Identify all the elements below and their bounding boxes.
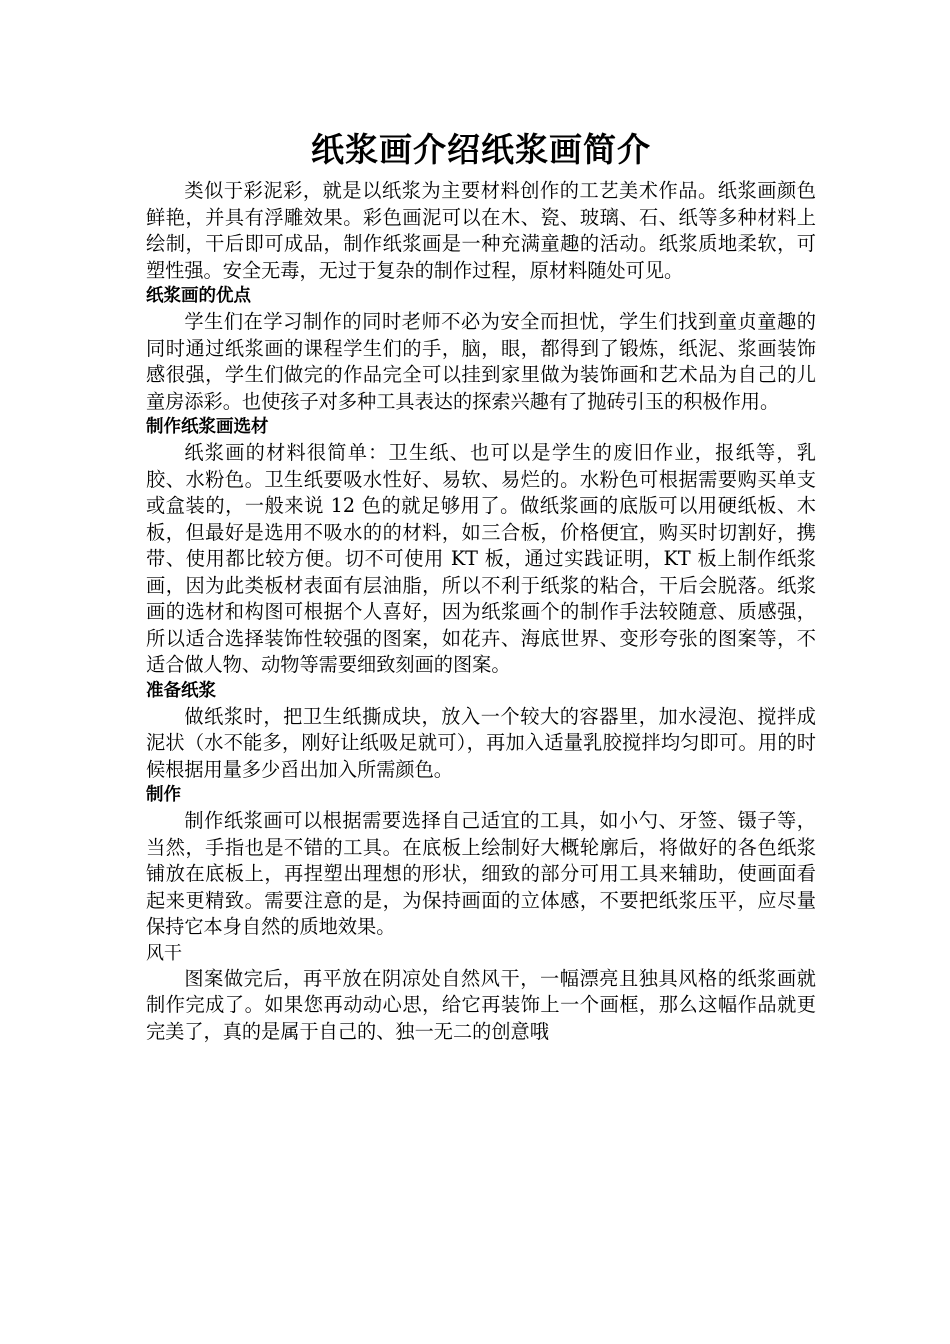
- intro-paragraph: 类似于彩泥彩，就是以纸浆为主要材料创作的工艺美术作品。纸浆画颜色鲜艳，并具有浮雕效果。彩色画泥可以在木、瓷、玻璃、石、纸等多种材料上绘制，干后即可成品，制作纸浆画是一种充满童趣的活动。纸浆质地柔软，可塑性强。安全无毒，无过于复杂的制作过程，原材料随处可见。: [146, 179, 816, 282]
- section-heading-materials: 制作纸浆画选材: [146, 417, 269, 437]
- section-body-drying: 图案做完后，再平放在阴凉处自然风干，一幅漂亮且独具风格的纸浆画就制作完成了。如果您再动动心思，给它再装饰上一个画框，那么这幅作品就更完美了，真的是属于自己的、独一无二的创意哦: [146, 966, 816, 1043]
- document-page: [146, 128, 816, 1045]
- document-title: 纸浆画介绍纸浆画简介: [311, 130, 651, 169]
- section-heading-advantages: 纸浆画的优点: [146, 286, 251, 306]
- section-body-prepare-pulp: 做纸浆时，把卫生纸撕成块，放入一个较大的容器里，加水浸泡、搅拌成泥状（水不能多，刚好让纸吸足就可），再加入适量乳胶搅拌均匀即可。用的时候根据用量多少舀出加入所需颜色。: [146, 704, 816, 781]
- section-body-making: 制作纸浆画可以根据需要选择自己适宜的工具，如小勺、牙签、镊子等，当然，手指也是不错的工具。在底板上绘制好大概轮廓后，将做好的各色纸浆铺放在底板上，再捏塑出理想的形状，细致的部分可用工具来辅助，使画面看起来更精致。需要注意的是，为保持画面的立体感，不要把纸浆压平，应尽量保持它本身自然的质地效果。: [146, 809, 816, 938]
- section-body-materials: 纸浆画的材料很简单：卫生纸、也可以是学生的废旧作业，报纸等，乳胶、水粉色。卫生纸要吸水性好、易软、易烂的。水粉色可根据需要购买单支或盒装的，一般来说 12 色的就足够用了。做纸浆画的底版可以用硬纸板、木板，但最好是选用不吸水的的材料，如三合板，价格便宜，购买时切割好，携带、使用都比较方便。切不可使用 KT 板，通过实践证明，KT 板上制作纸浆画，因为此类板材表面有层油脂，所以不利于纸浆的粘合，干后会脱落。纸浆画的选材和构图可根据个人喜好，因为纸浆画个的制作手法较随意、质感强，所以适合选择装饰性较强的图案，如花卉、海底世界、变形夸张的图案等，不适合做人物、动物等需要细致刻画的图案。: [146, 441, 816, 676]
- section-body-advantages: 学生们在学习制作的同时老师不必为安全而担忧，学生们找到童贞童趣的同时通过纸浆画的课程学生们的手，脑，眼，都得到了锻炼，纸泥、浆画装饰感很强，学生们做完的作品完全可以挂到家里做为装饰画和艺术品为自己的儿童房添彩。也使孩子对多种工具表达的探索兴趣有了抛砖引玉的积极作用。: [146, 310, 816, 413]
- section-heading-prepare-pulp: 准备纸浆: [146, 680, 216, 701]
- section-heading-making: 制作: [146, 785, 181, 805]
- section-heading-drying: 风干: [146, 942, 182, 964]
